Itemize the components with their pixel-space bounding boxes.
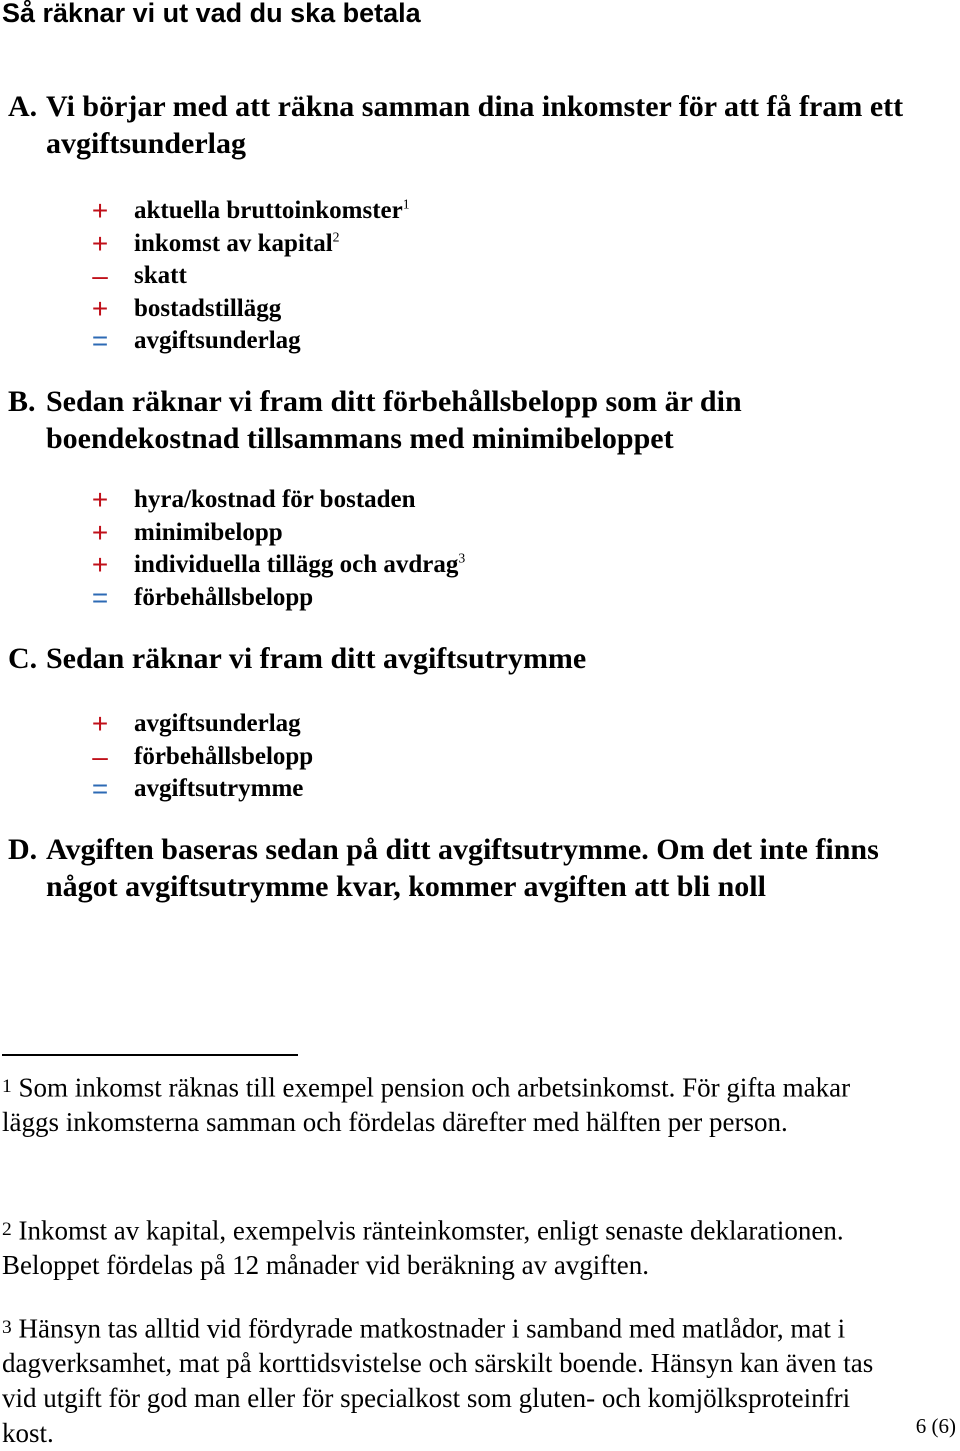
section-b-letter: B.	[8, 385, 36, 418]
equals-operator: =	[91, 582, 109, 613]
section-a-title: Vi börjar med att räkna samman dina inkomster för att få fram ett avgiftsunderlag	[46, 90, 904, 160]
footnote-text: Som inkomst räknas till exempel pension och arbetsinkomst. För gifta makar läggs inkomsterna samman och fördelas därefter med hälften per person.	[2, 1072, 851, 1138]
footnote-number: 3	[2, 1317, 12, 1338]
page-number: 6 (6)	[915, 1414, 956, 1438]
plus-operator: +	[91, 484, 109, 515]
section-b-list	[88, 484, 788, 616]
item-text: förbehållsbelopp	[134, 743, 314, 770]
section-c-list	[88, 708, 788, 808]
footnote-text: Inkomst av kapital, exempelvis ränteinkomster, enligt senaste deklarationen. Beloppet fördelas på 12 månader vid beräkning av avgiften.	[2, 1215, 844, 1281]
section-b-title: Sedan räknar vi fram ditt förbehållsbelopp som är din boendekostnad tillsammans med minimibeloppet	[46, 385, 742, 455]
item-text: individuella tillägg och avdrag	[134, 551, 459, 578]
section-a-list	[88, 195, 788, 360]
plus-operator: +	[91, 517, 109, 548]
page-title: Så räknar vi ut vad du ska betala	[2, 0, 421, 28]
item-text: avgiftsunderlag	[134, 327, 301, 354]
footnote-separator	[2, 1054, 298, 1056]
item-text: förbehållsbelopp	[134, 584, 314, 611]
item-text: bostadstillägg	[134, 295, 282, 322]
section-b-heading	[8, 383, 846, 457]
plus-operator: +	[91, 549, 109, 580]
footnote-ref: 1	[402, 196, 410, 212]
footnote-number: 1	[2, 1076, 12, 1097]
section-a-letter: A.	[8, 90, 38, 123]
footnote-text: Hänsyn tas alltid vid fördyrade matkostnader i samband med matlådor, mat i dagverksamhet, mat på korttidsvistelse och särskilt boende. Hänsyn kan även tas vid utgift för god man eller för specialkost som gluten- och komjölksproteinfri kost.	[2, 1313, 874, 1449]
footnote-ref: 2	[332, 229, 340, 245]
section-a-heading	[8, 88, 906, 162]
section-d-letter: D.	[8, 833, 38, 866]
plus-operator: +	[91, 293, 109, 324]
item-text: inkomst av kapital	[134, 230, 333, 257]
footnote-2	[2, 1212, 902, 1283]
item-text: aktuella bruttoinkomster	[134, 197, 403, 224]
equals-operator: =	[91, 773, 109, 804]
item-text: skatt	[134, 262, 187, 289]
plus-operator: +	[91, 195, 109, 226]
item-text: minimibelopp	[134, 519, 283, 546]
section-d-heading	[8, 831, 906, 905]
section-c-title: Sedan räknar vi fram ditt avgiftsutrymme	[46, 642, 587, 675]
plus-operator: +	[91, 708, 109, 739]
item-text: avgiftsunderlag	[134, 710, 301, 737]
footnote-1	[2, 1069, 892, 1140]
item-text: avgiftsutrymme	[134, 775, 304, 802]
minus-operator: –	[92, 260, 108, 291]
section-d-title: Avgiften baseras sedan på ditt avgiftsutrymme. Om det inte finns något avgiftsutrymme kvar, kommer avgiften att bli noll	[46, 833, 879, 903]
section-c-letter: C.	[8, 642, 38, 675]
section-c-heading	[8, 640, 906, 677]
equals-operator: =	[91, 325, 109, 356]
footnote-number: 2	[2, 1219, 12, 1240]
footnote-3	[2, 1310, 892, 1451]
plus-operator: +	[91, 228, 109, 259]
minus-operator: –	[92, 741, 108, 772]
item-text: hyra/kostnad för bostaden	[134, 486, 416, 513]
footnote-ref: 3	[458, 550, 466, 566]
